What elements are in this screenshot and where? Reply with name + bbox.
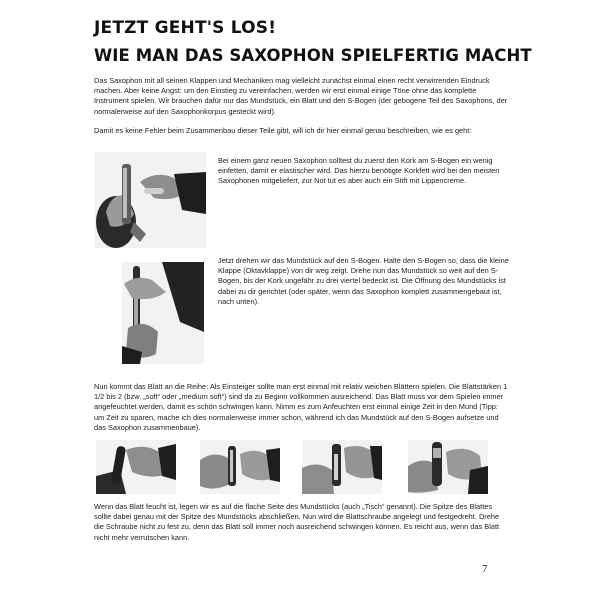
reed-photo-2 xyxy=(200,440,280,494)
step2-paragraph: Jetzt drehen wir das Mundstück auf den S-Bogen. Halte den S-Bogen so, dass die kleine Klappe (Oktavklappe) von dir weg zeigt. Drehe nun das Mundstück so weit auf den S-Bogen, bis der Kork ungefähr zu drei viertel bedeckt ist. Die Öffnung des Mundstücks ist dabei zu dir gerichtet (oder später, wenn das Saxophon komplett zusammengebaut ist, nach unten). xyxy=(218,256,509,306)
page-number: 7 xyxy=(482,563,488,575)
reed-photo-3 xyxy=(302,440,382,494)
step1-paragraph: Bei einem ganz neuen Saxophon solltest du zuerst den Kork am S-Bogen ein wenig einfetten, damit er elastischer wird. Das hierzu benötigte Korkfett wird bei den meisten Saxophonen mitgeliefert, zur Not tut es aber auch ein Stift mit Lippencreme. xyxy=(218,156,500,186)
mouthpiece-mounting-photo xyxy=(122,262,204,364)
reed-paragraph: Nun kommt das Blatt an die Reihe: Als Einsteiger sollte man erst einmal mit relativ weichen Blättern spielen. Die Blattstärken 1 1/2 bis 2 (bzw. „soft“ oder „medium soft“) sind da zu Beginn vollkommen ausreichend. Das Blatt muss vor dem Spielen immer angefeuchtet werden, damit es schön schwingen kann. Nimm es zum Anfeuchten erst einmal einige Zeit in den Mund (Tipp: um Zeit zu sparen, mache ich dies normalerweise immer schon, während ich das Mundstück auf den S-Bogen aufsetze und das Saxophon zusammenbaue). xyxy=(94,382,508,432)
intro-paragraph: Das Saxophon mit all seinen Klappen und Mechaniken mag vielleicht zunächst einmal einen recht verwirrenden Eindruck machen. Aber keine Angst: um den Einstieg zu vereinfachen, werden wir erst einmal einige Töne ohne das komplette Instrument spielen. Wir brauchen dafür nur das Mundstück, ein Blatt und den S-Bogen (der gebogene Teil des Saxophons, der normalerweise auf den Saxophonkorpus gesteckt wird). xyxy=(94,76,508,116)
reed-photo-1 xyxy=(96,440,176,494)
cork-greasing-photo xyxy=(94,152,206,248)
section-heading: WIE MAN DAS SAXOPHON SPIELFERTIG MACHT xyxy=(94,46,532,65)
assembly-intro-paragraph: Damit es keine Fehler beim Zusammenbau dieser Teile gibt, will ich dir hier einmal genau beschreiben, wie es geht: xyxy=(94,126,472,135)
reed-photo-4 xyxy=(408,440,488,494)
final-paragraph: Wenn das Blatt feucht ist, legen wir es auf die flache Seite des Mundstücks (auch „Tisch“ genannt). Die Spitze des Blattes sollte dabei genau mit der Spitze des Mundstücks abschließen. Nun wird die Blattschraube angelegt und festgedreht. Drehe die Schraube nicht zu fest zu, denn das Blatt soll immer noch ausreichend schwingen können. Es reicht aus, wenn das Blatt nicht mehr verrutschen kann. xyxy=(94,502,500,542)
chapter-heading: JETZT GEHT'S LOS! xyxy=(94,18,277,38)
